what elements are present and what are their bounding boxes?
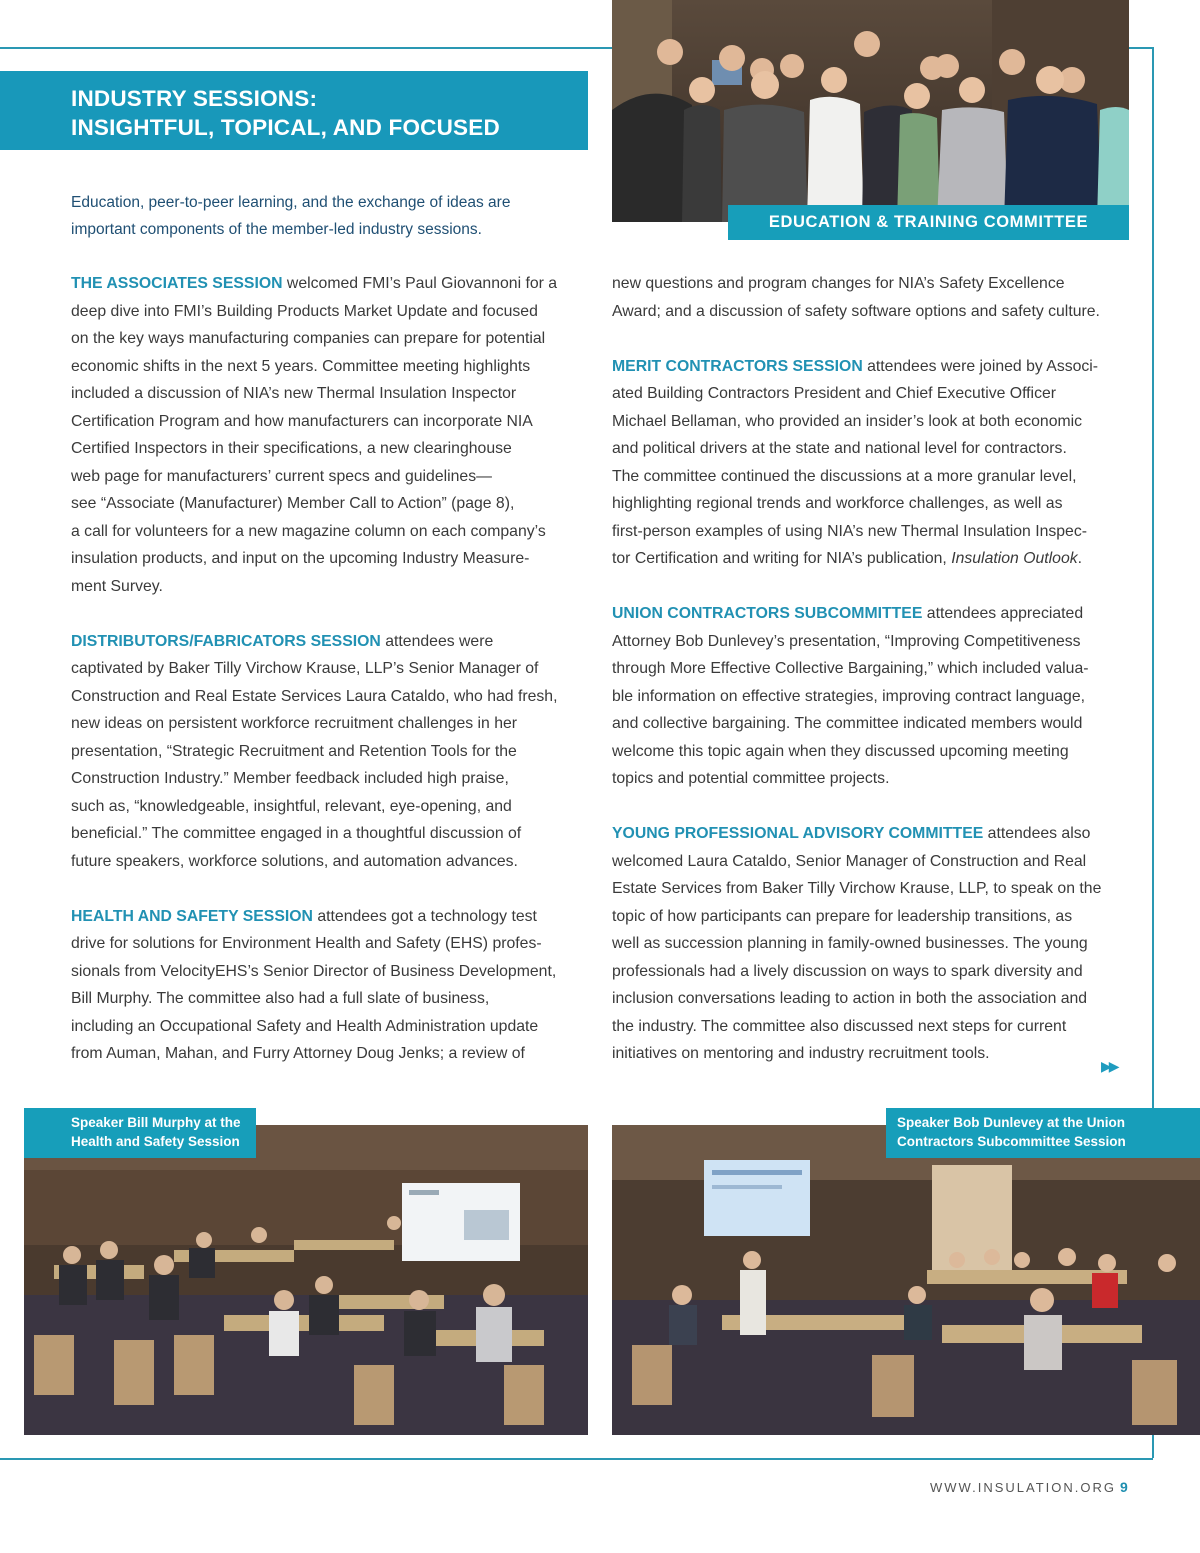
left-text-column [71, 270, 591, 1095]
caption-line: Health and Safety Session [71, 1134, 240, 1149]
text-line: inclusion conversations leading to action in both the association and [612, 990, 1088, 1007]
text-line: Award; and a discussion of safety software options and safety culture. [612, 302, 1100, 320]
text-line: included a discussion of NIA’s new Thermal Insulation Inspector [71, 385, 517, 402]
associates-paragraph [71, 270, 591, 600]
text-line: beneficial.” The committee engaged in a thoughtful discussion of [71, 825, 522, 842]
left-photo-caption [24, 1108, 256, 1158]
merit-paragraph [612, 353, 1142, 573]
publication-title: Insulation Outlook [951, 550, 1078, 567]
text-line: Bill Murphy. The committee also had a full slate of business, [71, 990, 490, 1007]
text-line: Attorney Bob Dunlevey’s presentation, “Improving Competitiveness [612, 632, 1081, 650]
health-heading: HEALTH AND SAFETY SESSION [71, 907, 313, 925]
union-contractors-session-photo [612, 1125, 1200, 1435]
caption-line: Speaker Bob Dunlevey at the Union [897, 1115, 1126, 1130]
page-number: 9 [1120, 1479, 1128, 1495]
text-line: web page for manufacturers’ current specs and guidelines— [71, 467, 492, 485]
text-line: ble information on effective strategies, improving contract language, [612, 687, 1086, 705]
text-line: including an Occupational Safety and Health Administration update [71, 1017, 539, 1035]
distributors-heading: DISTRIBUTORS/FABRICATORS SESSION [71, 632, 381, 650]
text-line: attendees also [983, 825, 1091, 842]
health-paragraph [71, 903, 591, 1068]
section-title-line2: INSIGHTFUL, TOPICAL, AND FOCUSED [71, 115, 500, 140]
text-line: new ideas on persistent workforce recruitment challenges in her [71, 715, 518, 732]
text-line: drive for solutions for Environment Health and Safety (EHS) profes- [71, 935, 542, 952]
frame-right-top-line [1129, 47, 1153, 49]
text-line: captivated by Baker Tilly Virchow Krause, LLP’s Senior Manager of [71, 660, 539, 677]
text-line: sionals from VelocityEHS’s Senior Director of Business Development, [71, 962, 557, 980]
text-line: attendees were [380, 632, 494, 650]
committee-group-photo [612, 0, 1129, 222]
text-line: welcomed Laura Cataldo, Senior Manager of Construction and Real [612, 852, 1087, 870]
footer-website-url: WWW.INSULATION.ORG [930, 1480, 1116, 1495]
intro-line: important components of the member-led industry sessions. [71, 221, 482, 238]
text-line: highlighting regional trends and workforce challenges, as well as [612, 495, 1063, 512]
text-line: ment Survey. [71, 577, 163, 595]
intro-line: Education, peer-to-peer learning, and the exchange of ideas are [71, 194, 511, 211]
text-line: Certified Inspectors in their specifications, a new clearinghouse [71, 440, 512, 457]
text-line: Certification Program and how manufacturers can incorporate NIA [71, 412, 533, 430]
caption-line: Contractors Subcommittee Session [897, 1134, 1126, 1149]
text-line: first-person examples of using NIA’s new Thermal Insulation Inspec- [612, 522, 1088, 540]
associates-heading: THE ASSOCIATES SESSION [71, 275, 283, 292]
text-line: through More Effective Collective Bargaining,” which included valua- [612, 660, 1089, 677]
union-heading: UNION CONTRACTORS SUBCOMMITTEE [612, 605, 923, 622]
text-line: topics and potential committee projects. [612, 770, 890, 787]
text-line: The committee continued the discussions at a more granular level, [612, 467, 1077, 485]
text-line: Michael Bellaman, who provided an insider’s look at both economic [612, 412, 1083, 430]
text-line: welcome this topic again when they discussed upcoming meeting [612, 742, 1069, 760]
continue-arrows-icon: ▶▶ [1101, 1058, 1117, 1074]
text-line: a call for volunteers for a new magazine column on each company’s [71, 522, 546, 540]
young-professional-paragraph [612, 820, 1142, 1068]
text-line: see “Associate (Manufacturer) Member Call to Action” (page 8), [71, 495, 515, 512]
merit-heading: MERIT CONTRACTORS SESSION [612, 357, 863, 375]
text-line: such as, “knowledgeable, insightful, relevant, eye-opening, and [71, 797, 512, 815]
text-line: Estate Services from Baker Tilly Virchow Krause, LLP, to speak on the [612, 880, 1102, 897]
text-line: topic of how participants can prepare for leadership transitions, as [612, 907, 1073, 925]
text-line: from Auman, Mahan, and Furry Attorney Doug Jenks; a review of [71, 1045, 525, 1062]
union-paragraph [612, 600, 1142, 793]
text-line: initiatives on mentoring and industry recruitment tools. [612, 1045, 990, 1062]
health-continued-paragraph [612, 270, 1142, 325]
frame-bottom-line [0, 1458, 1153, 1460]
text-line: presentation, “Strategic Recruitment and Retention Tools for the [71, 742, 517, 760]
section-title-line1: INDUSTRY SESSIONS: [71, 86, 318, 111]
intro-paragraph [71, 189, 571, 243]
text-line: and political drivers at the state and national level for contractors. [612, 440, 1067, 457]
young-professional-heading: YOUNG PROFESSIONAL ADVISORY COMMITTEE [612, 825, 984, 842]
text-line: and collective bargaining. The committee indicated members would [612, 715, 1083, 732]
text-line: welcomed FMI’s Paul Giovannoni for a [282, 275, 558, 292]
text-line: insulation products, and input on the upcoming Industry Measure- [71, 550, 530, 567]
text-line: new questions and program changes for NIA’s Safety Excellence [612, 275, 1065, 292]
text-line: deep dive into FMI’s Building Products Market Update and focused [71, 302, 538, 320]
text-line: Construction and Real Estate Services Laura Cataldo, who had fresh, [71, 687, 558, 705]
text-line: attendees got a technology test [312, 907, 537, 925]
text-line: tor Certification and writing for NIA’s publication, [612, 550, 952, 567]
caption-line: Speaker Bill Murphy at the [71, 1115, 241, 1130]
text-line: economic shifts in the next 5 years. Committee meeting highlights [71, 357, 531, 375]
text-line: Construction Industry.” Member feedback included high praise, [71, 770, 509, 787]
text-line: . [1077, 550, 1083, 567]
health-safety-session-photo [24, 1125, 588, 1435]
team-photo-caption: EDUCATION & TRAINING COMMITTEE [728, 205, 1129, 240]
right-photo-caption [886, 1108, 1200, 1158]
text-line: professionals had a lively discussion on ways to spark diversity and [612, 962, 1083, 980]
text-line: attendees were joined by Associ- [862, 357, 1099, 375]
text-line: attendees appreciated [922, 605, 1084, 622]
distributors-paragraph [71, 628, 591, 876]
right-text-column [612, 270, 1142, 1095]
text-line: future speakers, workforce solutions, and automation advances. [71, 852, 518, 870]
text-line: ated Building Contractors President and Chief Executive Officer [612, 385, 1057, 402]
text-line: well as succession planning in family-owned businesses. The young [612, 935, 1088, 952]
text-line: the industry. The committee also discussed next steps for current [612, 1017, 1067, 1035]
section-title-bar [0, 71, 588, 150]
text-line: on the key ways manufacturing companies can prepare for potential [71, 330, 546, 347]
frame-top-line [0, 47, 612, 49]
